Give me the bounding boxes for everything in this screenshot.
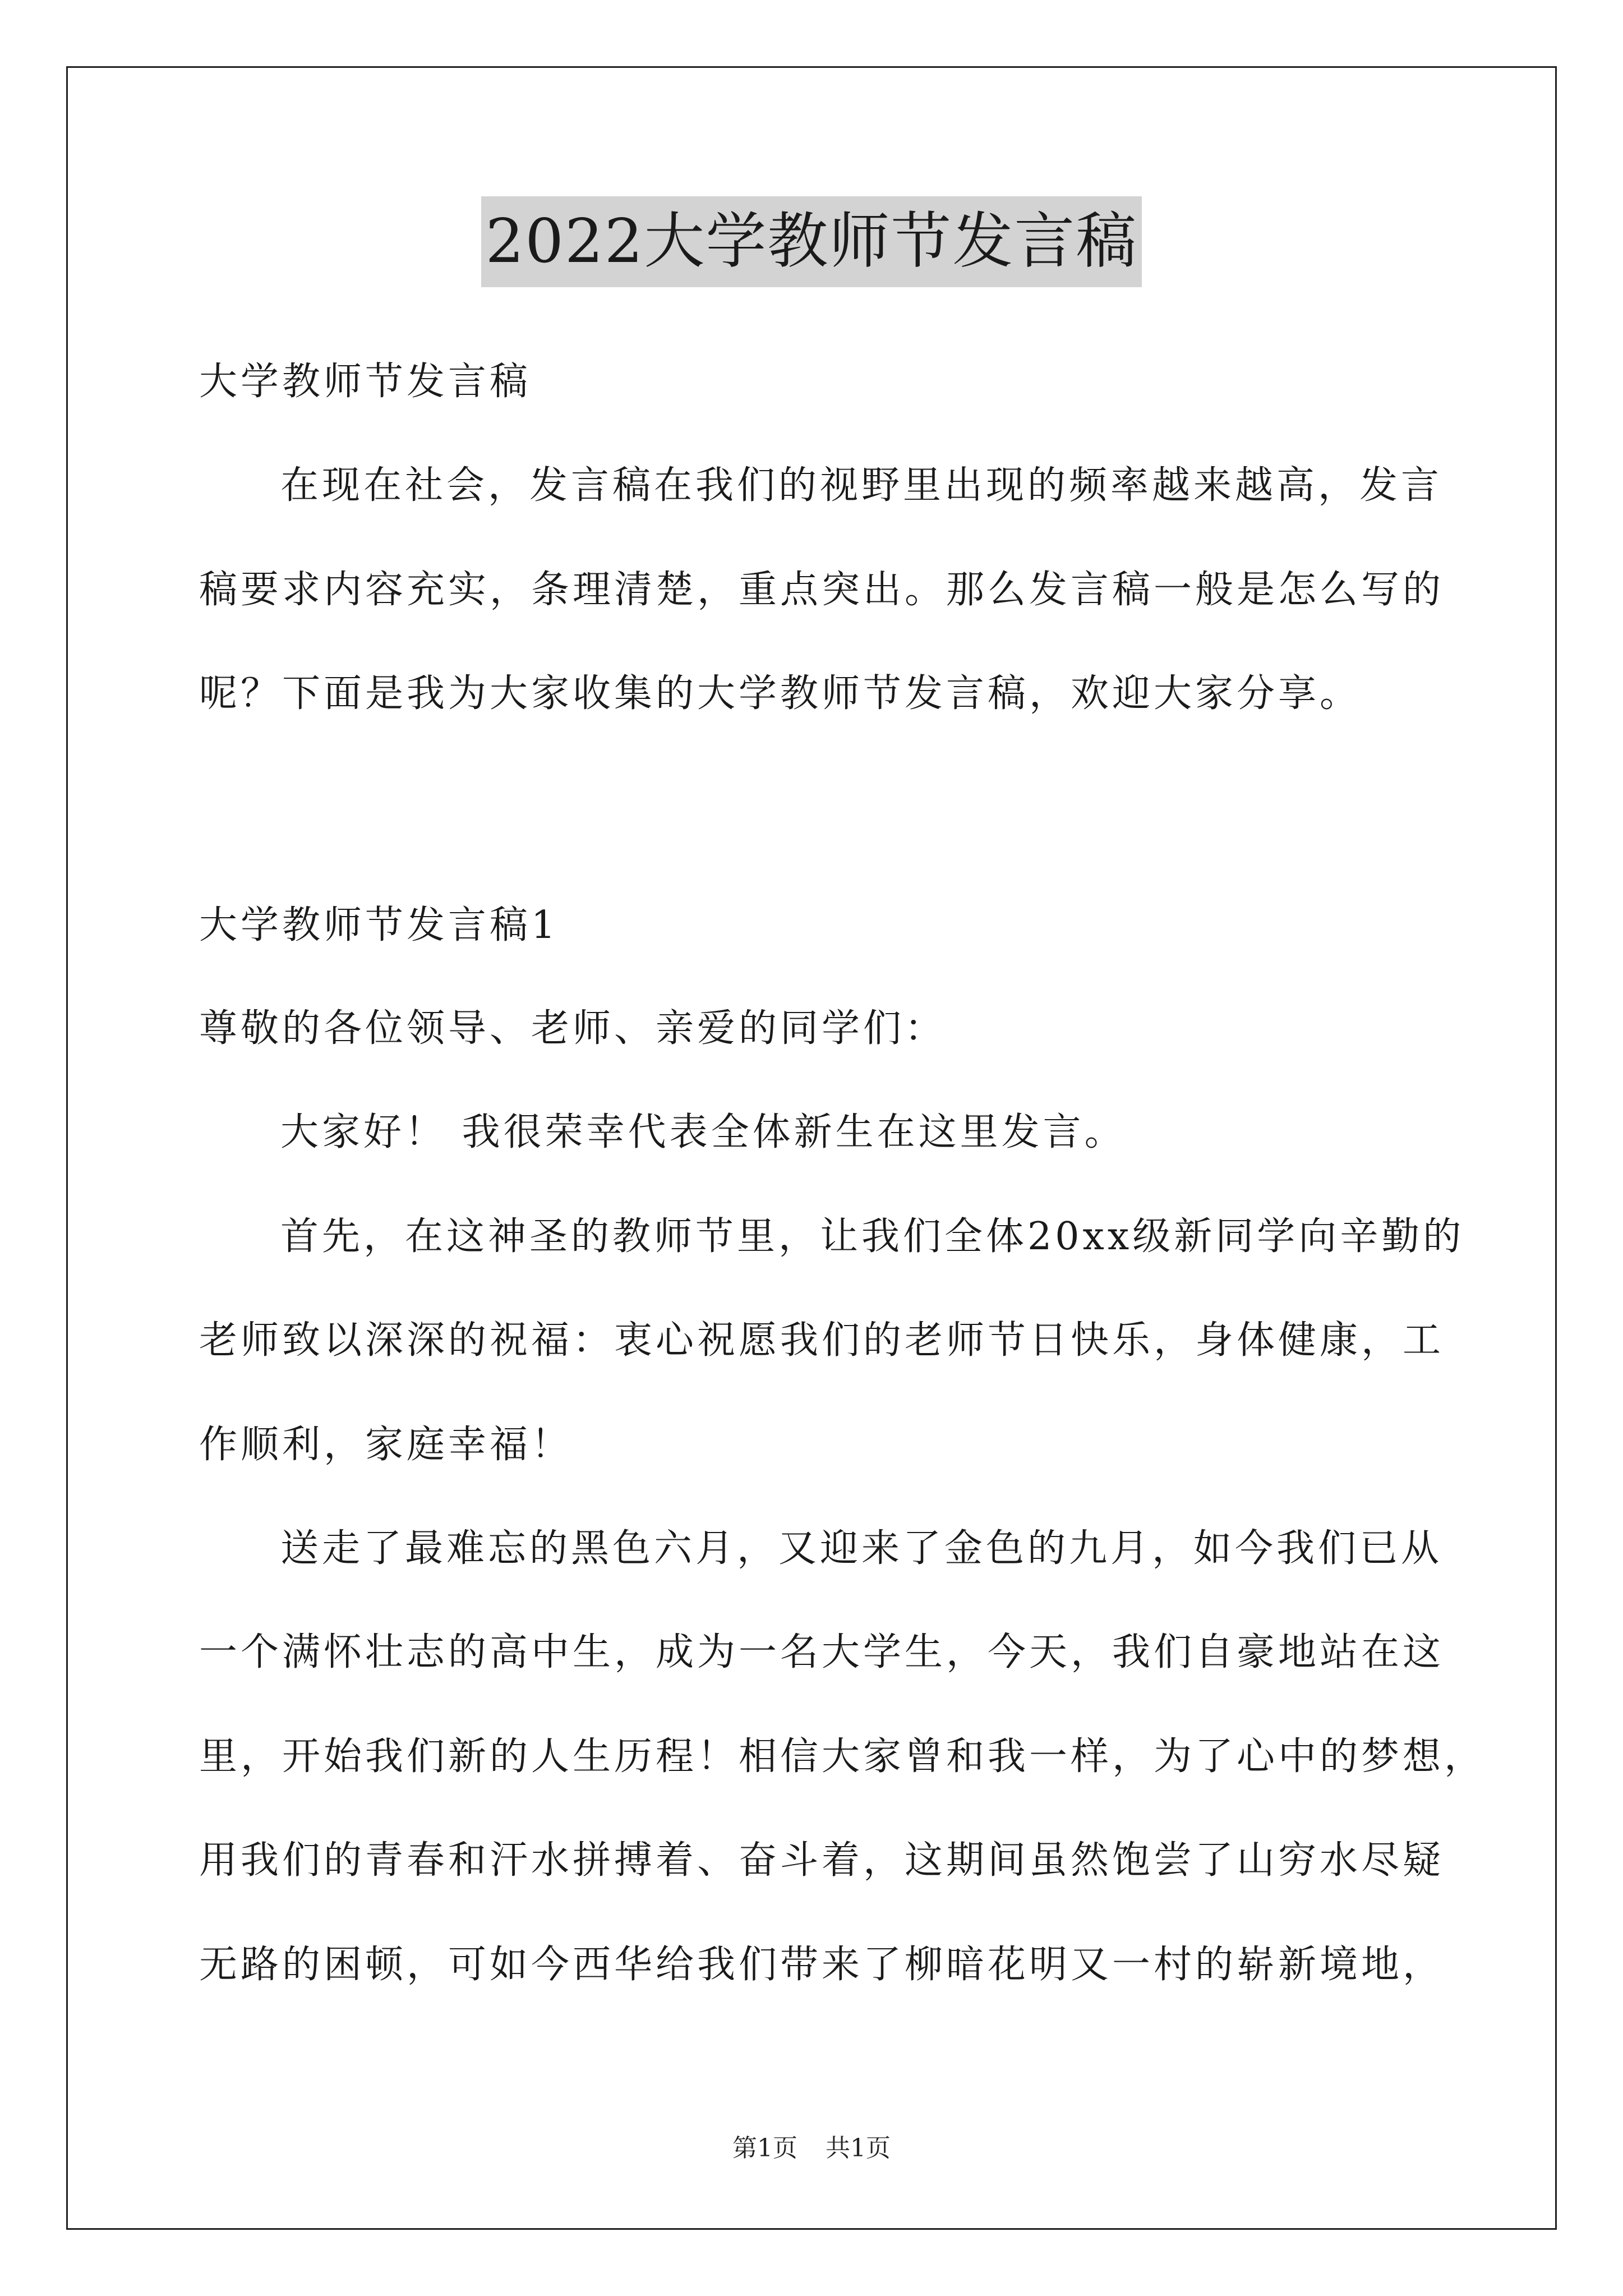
paragraph-line: 大家好！ 我很荣幸代表全体新生在这里发言。	[280, 1110, 1126, 1154]
salutation: 尊敬的各位领导、老师、亲爱的同学们：	[199, 1006, 947, 1051]
paragraph-line: 老师致以深深的祝福：衷心祝愿我们的老师节日快乐，身体健康，工	[199, 1318, 1445, 1363]
paragraph-line: 首先，在这神圣的教师节里，让我们全体20xx级新同学向辛勤的	[280, 1214, 1465, 1259]
document-title: 2022大学教师节发言稿	[481, 196, 1142, 287]
title-container	[0, 196, 1623, 287]
paragraph-line: 里，开始我们新的人生历程！相信大家曾和我一样，为了心中的梦想，	[199, 1734, 1486, 1779]
paragraph-line: 一个满怀壮志的高中生，成为一名大学生，今天，我们自豪地站在这	[199, 1630, 1445, 1674]
page-total: 共1页	[826, 2134, 891, 2162]
page-footer	[0, 2132, 1623, 2165]
paragraph-line: 在现在社会，发言稿在我们的视野里出现的频率越来越高，发言	[280, 463, 1443, 508]
paragraph-line: 稿要求内容充实，条理清楚，重点突出。那么发言稿一般是怎么写的	[199, 568, 1445, 612]
page-number: 第1页	[732, 2134, 797, 2162]
paragraph-line: 送走了最难忘的黑色六月，又迎来了金色的九月，如今我们已从	[280, 1526, 1443, 1571]
paragraph-line: 无路的困顿，可如今西华给我们带来了柳暗花明又一村的崭新境地，	[199, 1943, 1445, 1987]
paragraph-line: 呢？下面是我为大家收集的大学教师节发言稿，欢迎大家分享。	[199, 671, 1362, 716]
subheading: 大学教师节发言稿	[199, 360, 532, 404]
paragraph-line: 作顺利，家庭幸福！	[199, 1423, 573, 1467]
paragraph-line: 用我们的青春和汗水拼搏着、奋斗着，这期间虽然饱尝了山穷水尽疑	[199, 1838, 1445, 1883]
section-heading: 大学教师节发言稿1	[199, 903, 559, 947]
